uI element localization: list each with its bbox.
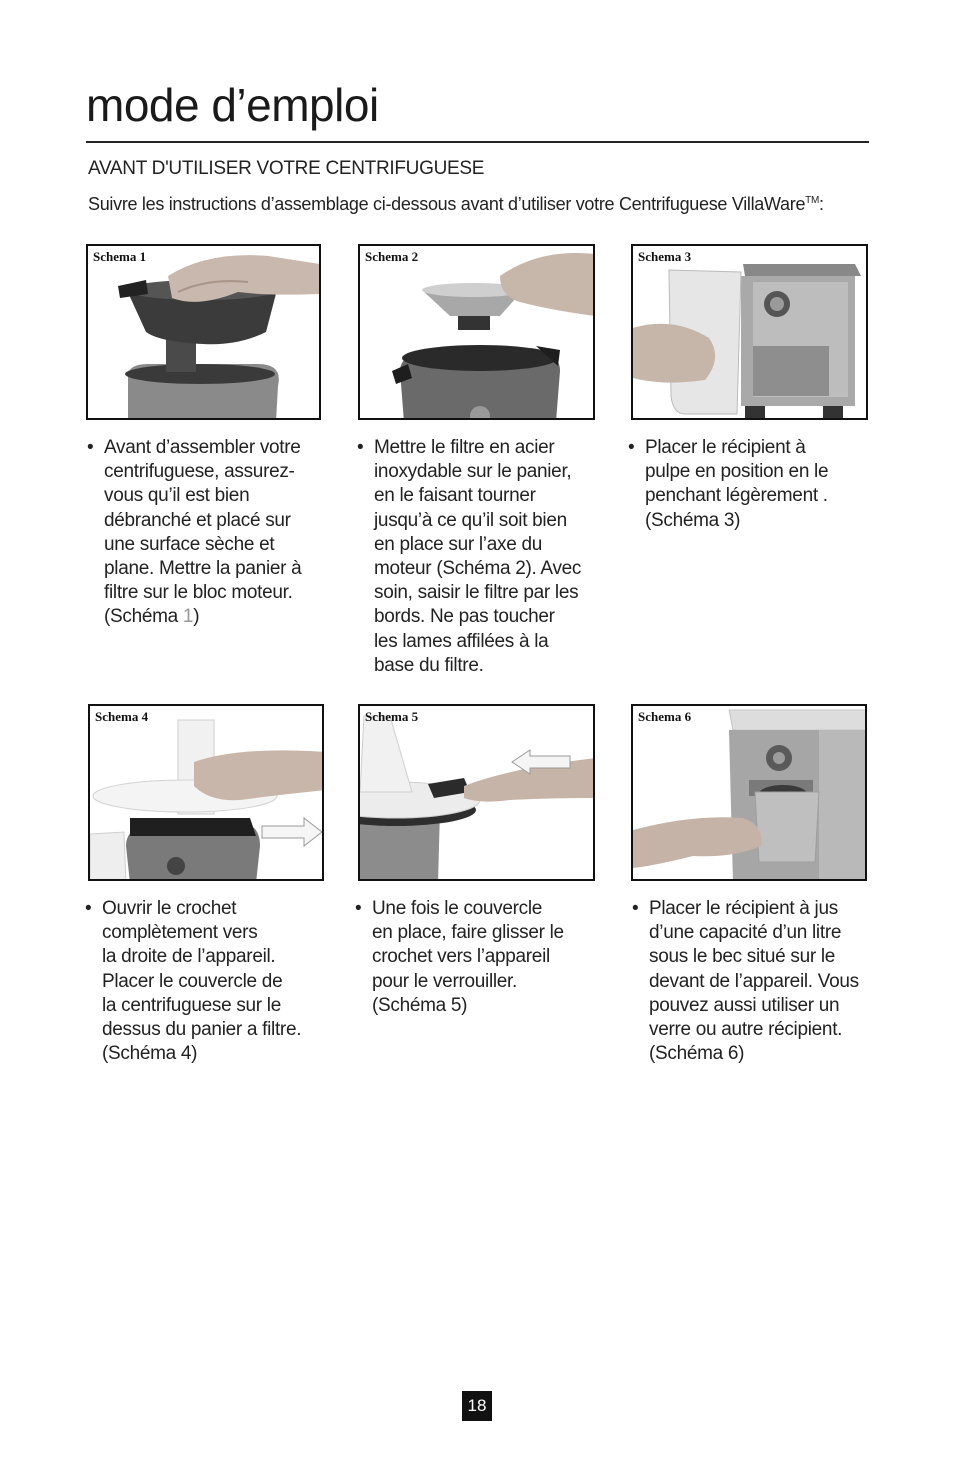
line: inoxydable sur le panier, bbox=[374, 461, 572, 483]
figure-label: Schema 4 bbox=[95, 709, 149, 724]
line: verre ou autre récipient. bbox=[649, 1019, 843, 1041]
line: sous le bec situé sur le bbox=[649, 946, 836, 968]
line: la droite de l’appareil. bbox=[102, 946, 276, 968]
photo-basket-on-motor bbox=[88, 246, 321, 420]
figure-label: Schema 6 bbox=[638, 709, 692, 724]
line: (Schéma 4) bbox=[102, 1043, 198, 1065]
line: (Schéma 3) bbox=[645, 509, 741, 531]
line: une surface sèche et bbox=[104, 533, 275, 555]
line: Ouvrir le crochet bbox=[102, 898, 237, 919]
figure-label: Schema 3 bbox=[638, 249, 692, 264]
line: jusqu’à ce qu’il soit bien bbox=[374, 509, 567, 531]
line: filtre sur le bloc moteur. bbox=[104, 582, 293, 604]
step-6-text bbox=[632, 897, 859, 1066]
figure-schema-6 bbox=[631, 704, 867, 881]
line: soin, saisir le filtre par les bbox=[374, 582, 579, 604]
photo-pulp-container bbox=[633, 246, 868, 420]
photo-lid-placement bbox=[90, 706, 324, 881]
trademark: TM bbox=[805, 195, 819, 206]
figure-schema-1 bbox=[86, 244, 321, 420]
intro-end: : bbox=[819, 194, 824, 214]
photo-lock-clip bbox=[360, 706, 595, 881]
photo-juice-container bbox=[633, 706, 867, 881]
bullet-marker: • bbox=[628, 437, 635, 458]
line bbox=[104, 605, 301, 629]
line: les lames affilées à la bbox=[374, 630, 549, 652]
line: centrifuguese, assurez- bbox=[104, 461, 295, 483]
photo-filter-on-basket bbox=[360, 246, 595, 420]
line: Placer le récipient à jus bbox=[649, 898, 838, 919]
line: pour le verrouiller. bbox=[372, 970, 518, 992]
ref-number: 1 bbox=[182, 606, 194, 628]
line: moteur (Schéma 2). Avec bbox=[374, 558, 582, 580]
line: Placer le récipient à bbox=[645, 437, 806, 458]
figure-schema-4 bbox=[88, 704, 324, 881]
line: dessus du panier a filtre. bbox=[102, 1019, 302, 1041]
line: plane. Mettre la panier à bbox=[104, 558, 302, 580]
ref-prefix: (Schéma bbox=[104, 606, 183, 628]
line: penchant légèrement . bbox=[645, 485, 828, 507]
figure-label: Schema 1 bbox=[93, 249, 147, 264]
step-4-text bbox=[85, 897, 302, 1066]
line: (Schéma 5) bbox=[372, 994, 468, 1016]
line: en place, faire glisser le bbox=[372, 922, 564, 944]
step-2-text bbox=[357, 436, 582, 678]
line: en le faisant tourner bbox=[374, 485, 536, 507]
figure-schema-3 bbox=[631, 244, 868, 420]
figure-schema-5 bbox=[358, 704, 595, 881]
figure-label: Schema 2 bbox=[365, 249, 419, 264]
page-number: 18 bbox=[462, 1391, 492, 1421]
section-heading: AVANT D'UTILISER VOTRE CENTRIFUGUESE bbox=[88, 158, 485, 179]
line: en place sur l’axe du bbox=[374, 533, 542, 555]
line: Avant d’assembler votre bbox=[104, 437, 301, 458]
line: Une fois le couvercle bbox=[372, 898, 543, 919]
page-title: mode d’emploi bbox=[86, 79, 379, 131]
step-1-text bbox=[87, 436, 302, 630]
line: d’une capacité d’un litre bbox=[649, 922, 842, 944]
step-5-text bbox=[355, 897, 564, 1018]
step-3-text bbox=[628, 436, 829, 533]
intro-body: Suivre les instructions d’assemblage ci-dessous avant d’utiliser votre Centrifuguese VillaWare bbox=[88, 194, 806, 214]
intro-text bbox=[88, 194, 824, 215]
line: pulpe en position en le bbox=[645, 461, 829, 483]
figure-schema-2 bbox=[358, 244, 595, 420]
line: vous qu’il est bien bbox=[104, 485, 250, 507]
bullet-marker: • bbox=[632, 898, 639, 919]
line: Placer le couvercle de bbox=[102, 970, 283, 992]
line: pouvez aussi utiliser un bbox=[649, 994, 840, 1016]
line: devant de l’appareil. Vous bbox=[649, 970, 859, 992]
line: la centrifuguese sur le bbox=[102, 994, 281, 1016]
line: bords. Ne pas toucher bbox=[374, 606, 555, 628]
line: Mettre le filtre en acier bbox=[374, 437, 555, 458]
title-rule bbox=[86, 141, 869, 143]
figure-label: Schema 5 bbox=[365, 709, 419, 724]
line: débranché et placé sur bbox=[104, 509, 291, 531]
line: complètement vers bbox=[102, 922, 258, 944]
bullet-marker: • bbox=[357, 437, 364, 458]
bullet-marker: • bbox=[87, 437, 94, 458]
bullet-marker: • bbox=[355, 898, 362, 919]
ref-suffix: ) bbox=[193, 606, 200, 628]
line: base du filtre. bbox=[374, 654, 484, 676]
bullet-marker: • bbox=[85, 898, 92, 919]
line: crochet vers l’appareil bbox=[372, 946, 550, 968]
line: (Schéma 6) bbox=[649, 1043, 745, 1065]
